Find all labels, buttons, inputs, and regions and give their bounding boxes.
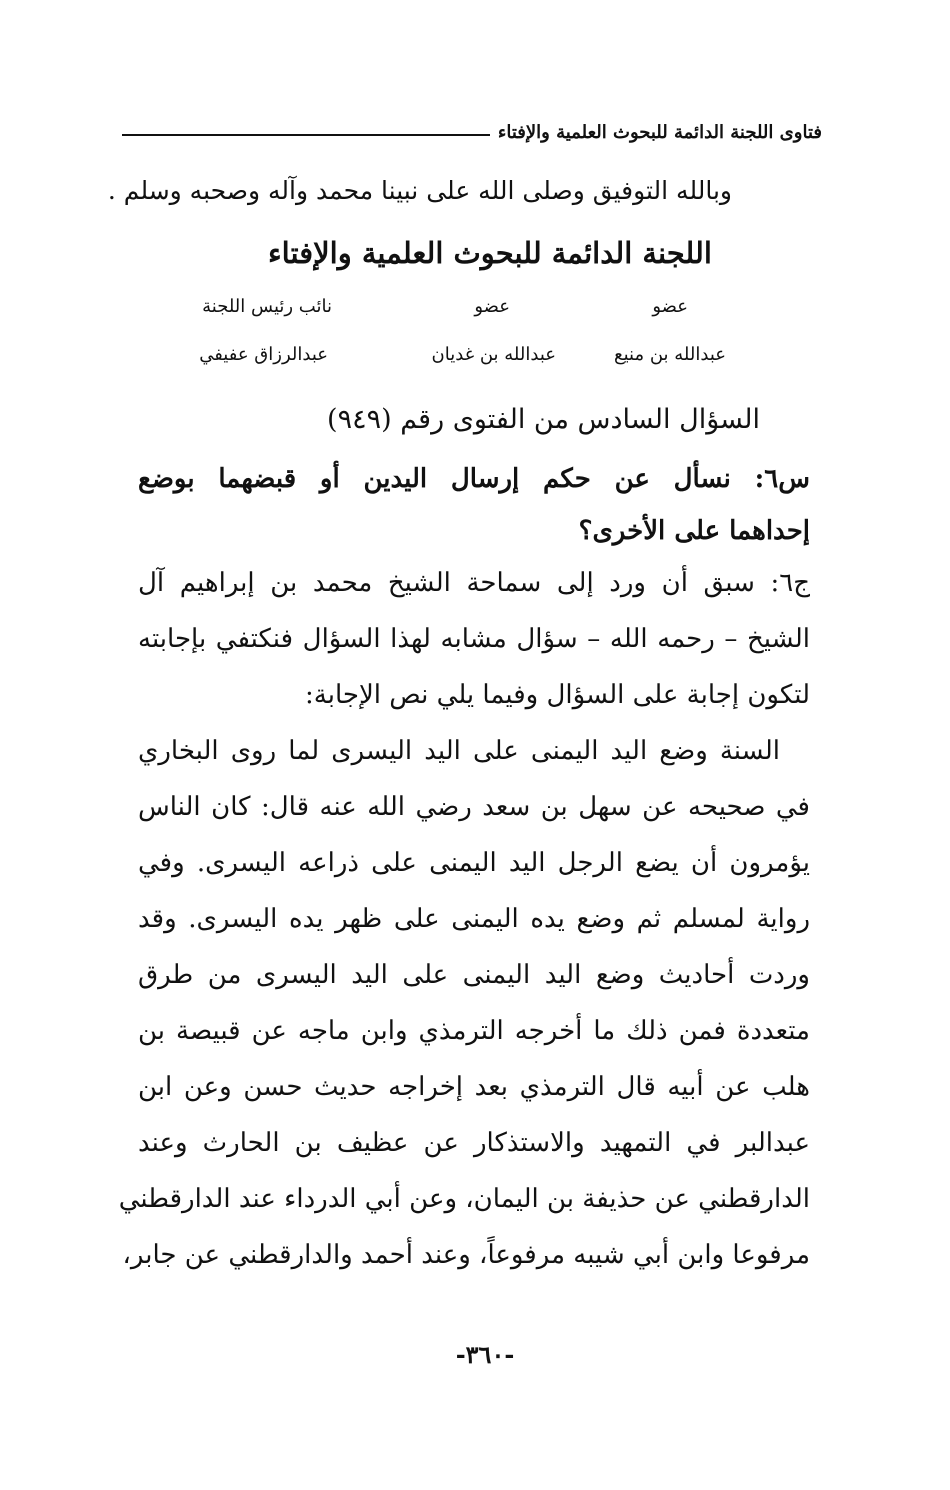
body-line: هلب عن أبيه قال الترمذي بعد إخراجه حديث حسن وعن ابن [138,1072,810,1102]
running-title: فتاوى اللجنة الدائمة للبحوث العلمية والإفتاء [497,122,822,143]
answer-line: الشيخ – رحمه الله – سؤال مشابه لهذا السؤال فنكتفي بإجابته [138,624,810,654]
answer-line: لتكون إجابة على السؤال وفيما يلي نص الإجابة: [305,680,810,710]
body-line: وردت أحاديث وضع اليد اليمنى على اليد اليسرى من طرق [138,960,810,990]
header-rule [122,134,490,136]
signatory-role-1: عضو [652,296,688,317]
body-line: السنة وضع اليد اليمنى على اليد اليسرى لما روى البخاري [138,736,780,766]
signatory-role-3: نائب رئيس اللجنة [202,296,332,317]
body-line: متعددة فمن ذلك ما أخرجه الترمذي وابن ماجه عن قبيصة بن [138,1016,810,1046]
question-title: السؤال السادس من الفتوى رقم (٩٤٩) [327,404,760,435]
body-line: رواية لمسلم ثم وضع يده اليمنى على ظهر يده اليسرى. وقد [138,904,810,934]
running-header [122,122,822,143]
body-line: عبدالبر في التمهيد والاستذكار عن عظيف بن الحارث وعند [138,1128,810,1158]
body-line: في صحيحه عن سهل بن سعد رضي الله عنه قال: كان الناس [138,792,810,822]
body-line: يؤمرون أن يضع الرجل اليد اليمنى على ذراعه اليسرى. وفي [138,848,810,878]
body-line: الدارقطني عن حذيفة بن اليمان، وعن أبي الدرداء عند الدارقطني [118,1184,810,1214]
question-line: س٦: نسأل عن حكم إرسال اليدين أو قبضهما بوضع [138,464,810,494]
page-number: -٣٦٠- [455,1340,515,1369]
body-line: مرفوعا وابن أبي شيبه مرفوعاً، وعند أحمد والدارقطني عن جابر، [122,1240,810,1270]
closing-line: وبالله التوفيق وصلى الله على نبينا محمد وآله وصحبه وسلم . [107,176,732,205]
answer-line: ج٦: سبق أن ورد إلى سماحة الشيخ محمد بن إبراهيم آل [138,568,810,598]
signatory-name-3: عبدالرزاق عفيفي [199,344,328,365]
signatory-role-2: عضو [474,296,510,317]
question-line: إحداهما على الأخرى؟ [578,516,810,546]
signatory-name-1: عبدالله بن منيع [614,344,726,365]
signatory-name-2: عبدالله بن غديان [431,344,556,365]
committee-name: اللجنة الدائمة للبحوث العلمية والإفتاء [268,236,712,270]
